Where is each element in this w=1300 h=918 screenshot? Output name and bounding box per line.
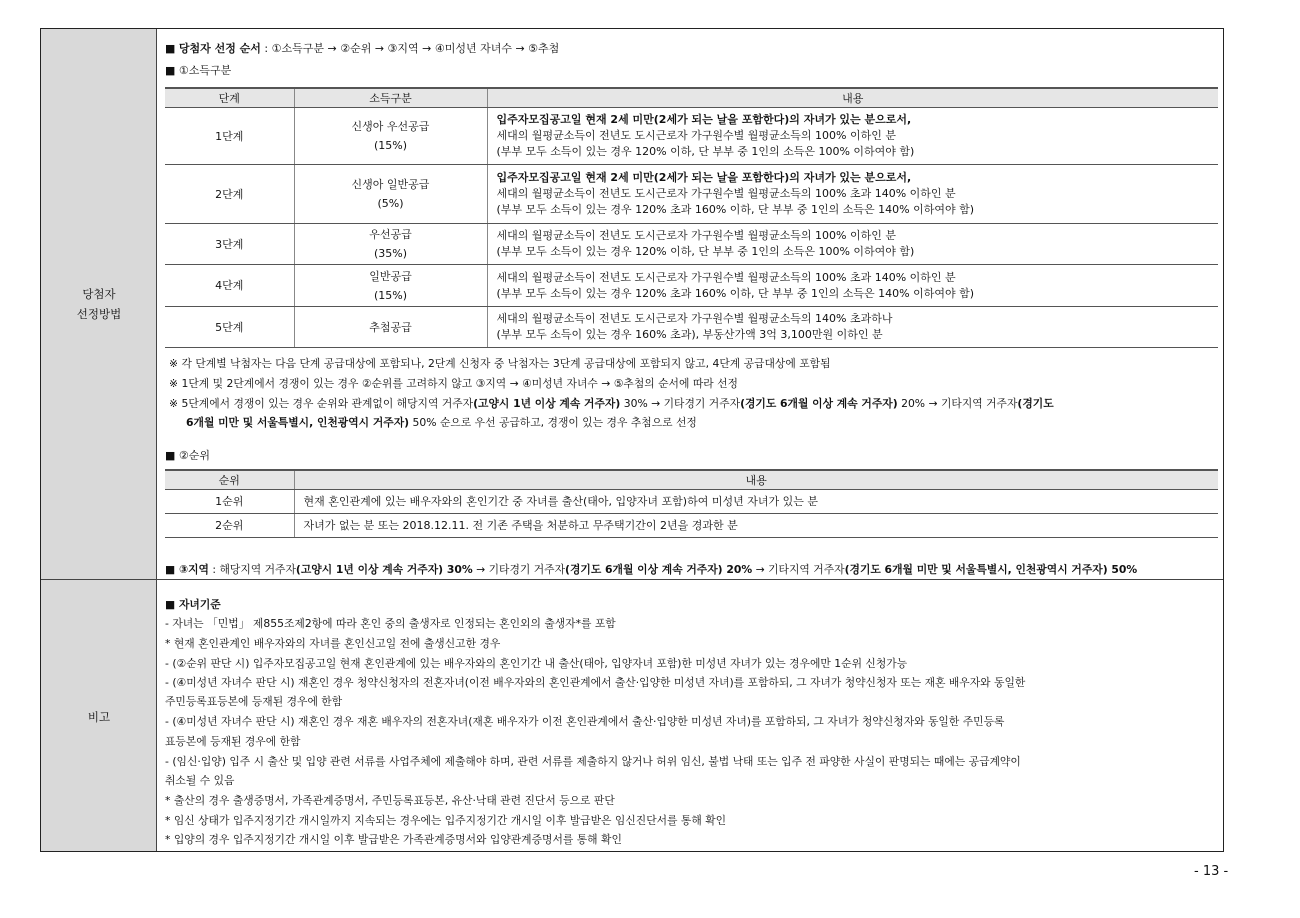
selection-order-line: ■ 당첨자 선정 순서 : ①소득구분 → ②순위 → ③지역 → ④미성년 자녀수 → ⑤추첨 [165, 42, 560, 55]
income-type-share: (35%) [373, 247, 408, 260]
note-line: ※ 5단계에서 경쟁이 있는 경우 순위와 관계없이 해당지역 거주자(고양시 1년 이상 계속 거주자) 30% → 기타경기 거주자(경기도 6개월 이상 계속 거주자) 20% → 기타지역 거주자(경기도 [169, 397, 1054, 410]
remark-line: - 자녀는 「민법」 제855조제2항에 따라 혼인 중의 출생자로 인정되는 혼인외의 출생자*를 포함 [165, 617, 616, 630]
column-header: 순위 [165, 470, 294, 490]
content-line: 세대의 월평균소득이 전년도 도시근로자 가구원수별 월평균소득의 100% 초과 140% 이하인 분 [496, 187, 956, 200]
label-column [41, 29, 157, 851]
note-line: ※ 각 단계별 낙첨자는 다음 단계 공급대상에 포함되나, 2단계 신청자 중 낙첨자는 3단계 공급대상에 포함되지 않고, 4단계 공급대상에 포함됨 [169, 357, 831, 370]
remark-line: - (임신·입양) 입주 시 출산 및 입양 관련 서류를 사업주체에 제출해야 하며, 관련 서류를 제출하지 않거나 허위 임신, 불법 낙태 또는 입주 전 파양한 사실이 판명되는 때에는 공급계약이 [165, 755, 1021, 768]
remark-line: * 출산의 경우 출생증명서, 가족관계증명서, 주민등록표등본, 유산·낙태 관련 진단서 등으로 판단 [165, 794, 615, 807]
stage-cell: 4단계 [165, 265, 294, 307]
remark-line: - (④미성년 자녀수 판단 시) 재혼인 경우 청약신청자의 전혼자녀(이전 배우자와의 혼인관계에서 출산·입양한 미성년 자녀)를 포함하되, 그 자녀가 청약신청자 또는 재혼 배우자와 동일한 [165, 676, 1026, 689]
column-header: 소득구분 [294, 88, 487, 108]
stage-cell: 2단계 [165, 165, 294, 224]
content-line: 입주자모집공고일 현재 2세 미만(2세가 되는 날을 포함한다)의 자녀가 있는 분으로서, [496, 113, 912, 126]
income-type-cell [294, 307, 487, 348]
remark-line: * 현재 혼인관계인 배우자와의 자녀를 혼인신고일 전에 출생신고한 경우 [165, 637, 501, 650]
content-cell [487, 165, 1218, 224]
income-type-name: 신생아 일반공급 [351, 178, 430, 191]
section-label-winner-selection [41, 284, 157, 324]
content-cell [487, 108, 1218, 165]
content-line: (부부 모두 소득이 있는 경우 120% 초과 160% 이하, 단 부부 중 1인의 소득은 140% 이하여야 함) [496, 286, 975, 300]
children-criteria-heading: ■ 자녀기준 [165, 598, 221, 611]
content-cell [487, 307, 1218, 348]
content-line: 세대의 월평균소득이 전년도 도시근로자 가구원수별 월평균소득의 100% 이하인 분 [496, 129, 896, 142]
label-line: 당첨자 [82, 287, 116, 301]
income-type-cell [294, 265, 487, 307]
stage-cell: 5단계 [165, 307, 294, 348]
page-number: - 13 - [1194, 864, 1229, 879]
table-row [165, 514, 1218, 538]
stage-cell: 1단계 [165, 108, 294, 165]
content-line: 세대의 월평균소득이 전년도 도시근로자 가구원수별 월평균소득의 100% 초과 140% 이하인 분 [496, 270, 956, 284]
content-line: (부부 모두 소득이 있는 경우 120% 초과 160% 이하, 단 부부 중 1인의 소득은 140% 이하여야 함) [496, 203, 975, 216]
table-row [165, 108, 1218, 165]
table-row [165, 490, 1218, 514]
region-line: ■ ③지역 : 해당지역 거주자(고양시 1년 이상 계속 거주자) 30% → 기타경기 거주자(경기도 6개월 이상 계속 거주자) 20% → 기타지역 거주자(경기도 6개월 미만 및 서울특별시, 인천광역시 거주자) 50% [165, 563, 1138, 576]
content-cell: 현재 혼인관계에 있는 배우자와의 혼인기간 중 자녀를 출산(태아, 입양자녀 포함)하여 미성년 자녀가 있는 분 [294, 490, 1218, 514]
column-header: 내용 [487, 88, 1218, 108]
content-frame [40, 28, 1224, 852]
content-line: (부부 모두 소득이 있는 경우 160% 초과), 부동산가액 3억 3,100만원 이하인 분 [496, 328, 883, 341]
rank-cell: 1순위 [165, 490, 294, 514]
remark-line: 취소될 수 있음 [165, 774, 235, 787]
rank-table [165, 469, 1218, 538]
remark-line: * 입양의 경우 입주지정기간 개시일 이후 발급받은 가족관계증명서와 입양관계증명서를 통해 확인 [165, 833, 622, 846]
section-divider [41, 579, 1223, 580]
content-line: 입주자모집공고일 현재 2세 미만(2세가 되는 날을 포함한다)의 자녀가 있는 분으로서, [496, 171, 912, 184]
stage-cell: 3단계 [165, 224, 294, 265]
income-type-name: 추첨공급 [369, 320, 412, 334]
content-cell [487, 265, 1218, 307]
income-type-cell [294, 165, 487, 224]
content-cell: 자녀가 없는 분 또는 2018.12.11. 전 기존 주택을 처분하고 무주택기간이 2년을 경과한 분 [294, 514, 1218, 538]
income-type-cell [294, 224, 487, 265]
remark-line: - (②순위 판단 시) 입주자모집공고일 현재 혼인관계에 있는 배우자와의 혼인기간 내 출산(태아, 입양자녀 포함)한 미성년 자녀가 있는 경우에만 1순위 신청가능 [165, 657, 908, 670]
section-label-remarks: 비고 [87, 710, 111, 724]
remark-line: 주민등록표등본에 등재된 경우에 한함 [165, 695, 343, 708]
rank-cell: 2순위 [165, 514, 294, 538]
income-table [165, 87, 1218, 348]
remark-line: - (④미성년 자녀수 판단 시) 재혼인 경우 재혼 배우자의 전혼자녀(재혼 배우자가 이전 혼인관계에서 출산·입양한 미성년 자녀)를 포함하되, 그 자녀가 청약신청자와 동일한 주민등록 [165, 715, 1005, 728]
income-type-share: (15%) [373, 288, 408, 302]
income-type-cell [294, 108, 487, 165]
income-type-name: 우선공급 [369, 228, 412, 241]
column-header: 단계 [165, 88, 294, 108]
income-type-name: 신생아 우선공급 [351, 120, 430, 133]
remark-line: 표등본에 등재된 경우에 한함 [165, 735, 301, 748]
content-line: 세대의 월평균소득이 전년도 도시근로자 가구원수별 월평균소득의 100% 이하인 분 [496, 229, 896, 242]
table-header-row [165, 470, 1218, 490]
table-header-row [165, 88, 1218, 108]
content-line: 세대의 월평균소득이 전년도 도시근로자 가구원수별 월평균소득의 140% 초과하나 [496, 312, 893, 325]
income-type-share: (15%) [373, 139, 408, 152]
table-row [165, 224, 1218, 265]
table-row [165, 165, 1218, 224]
content-line: (부부 모두 소득이 있는 경우 120% 이하, 단 부부 중 1인의 소득은 100% 이하여야 함) [496, 145, 915, 158]
content-line: (부부 모두 소득이 있는 경우 120% 이하, 단 부부 중 1인의 소득은 100% 이하여야 함) [496, 245, 915, 258]
table-row [165, 265, 1218, 307]
label-line: 선정방법 [76, 307, 122, 321]
table-row [165, 307, 1218, 348]
income-heading: ■ ①소득구분 [165, 64, 232, 77]
content-cell [487, 224, 1218, 265]
note-line: ※ 1단계 및 2단계에서 경쟁이 있는 경우 ②순위를 고려하지 않고 ③지역 → ④미성년 자녀수 → ⑤추첨의 순서에 따라 선정 [169, 377, 738, 390]
rank-heading: ■ ②순위 [165, 449, 211, 462]
column-header: 내용 [294, 470, 1218, 490]
note-line: 6개월 미만 및 서울특별시, 인천광역시 거주자) 50% 순으로 우선 공급하고, 경쟁이 있는 경우 추첨으로 선정 [186, 416, 697, 429]
remark-line: * 임신 상태가 입주지정기간 개시일까지 지속되는 경우에는 입주지정기간 개시일 이후 발급받은 임신진단서를 통해 확인 [165, 814, 727, 827]
income-type-name: 일반공급 [369, 269, 412, 283]
income-type-share: (5%) [377, 197, 404, 210]
